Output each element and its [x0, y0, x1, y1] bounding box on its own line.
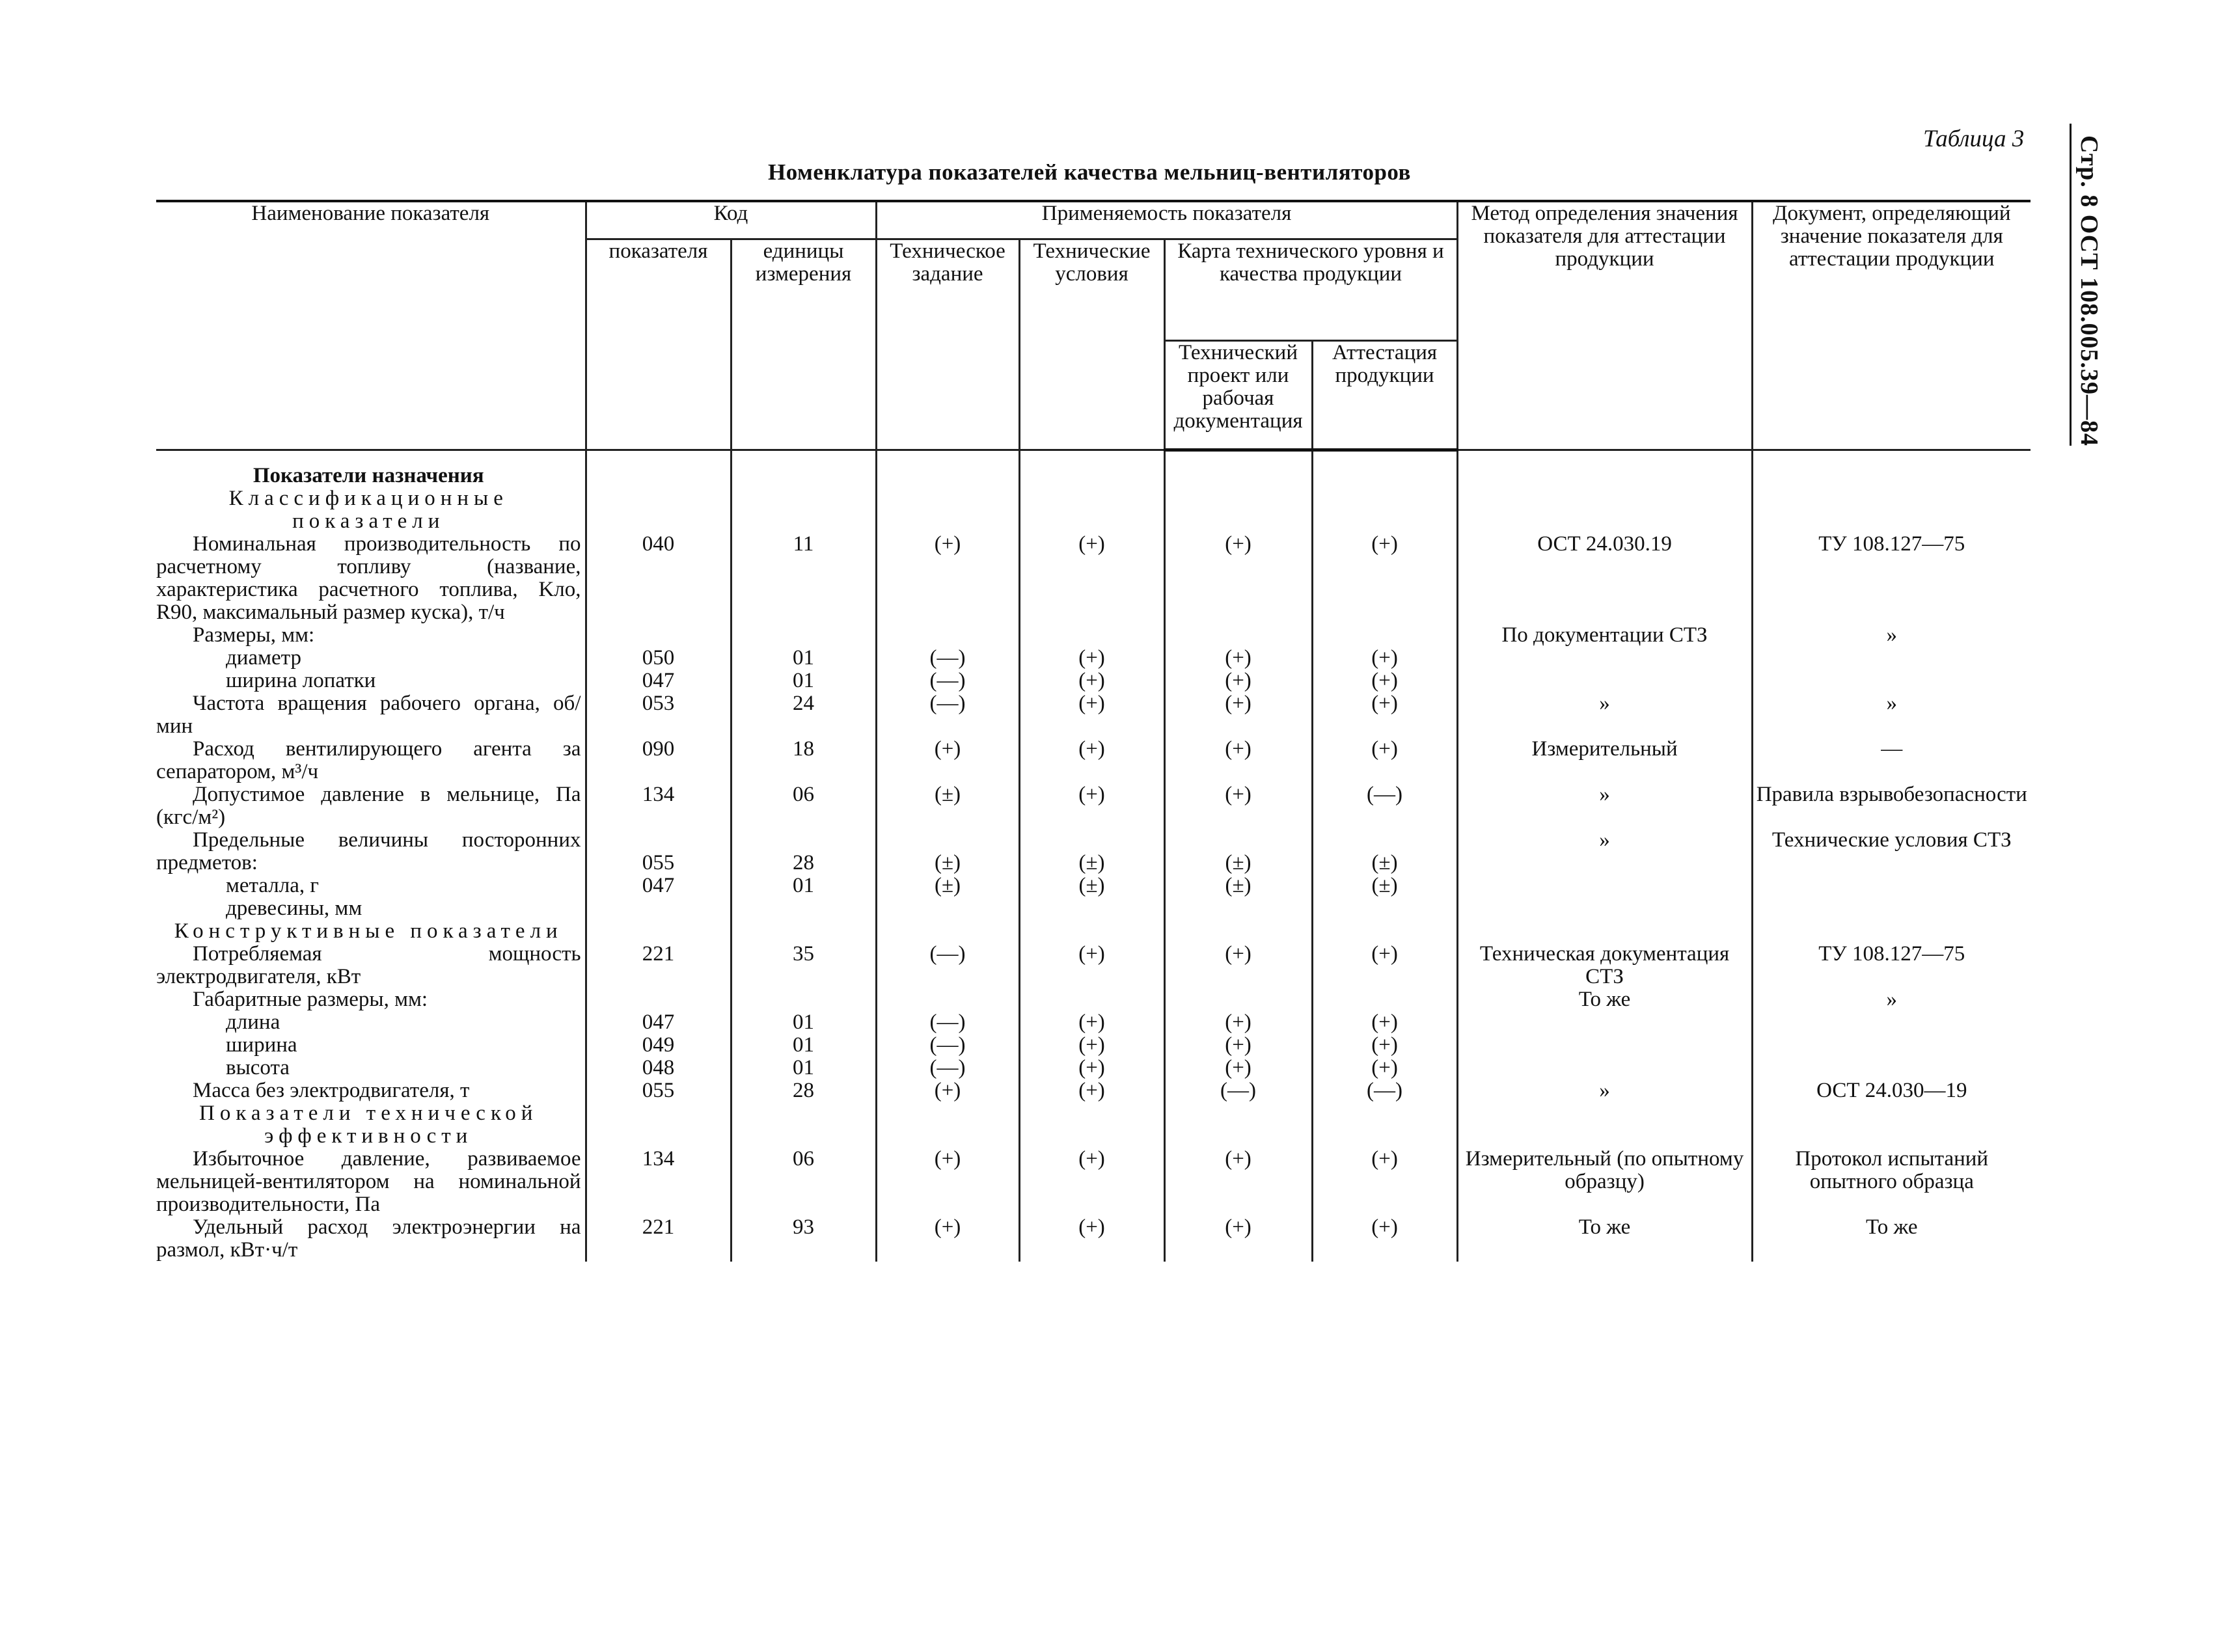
cell-method: Техническая документация СТЗ — [1457, 943, 1752, 988]
header-document: Документ, определяющий значение показателя для аттестации продукции — [1752, 201, 2031, 450]
header-method: Метод определения значения показателя для аттестации продукции — [1457, 201, 1752, 450]
indicator-name: Предельные величины посторонних предметов: металла, г древесины, мм — [156, 828, 581, 920]
cell-code: 221 — [586, 1216, 731, 1262]
cell-doc: Технические условия СТЗ — [1752, 829, 2031, 920]
cell-tp: (+) — [1164, 738, 1312, 783]
section-efficiency: Показатели технической эффективности — [199, 1101, 538, 1148]
table-title: Номенклатура показателей качества мельниц-вентиляторов — [768, 159, 1411, 185]
section-purpose: Показатели назначения — [253, 463, 484, 487]
cell-tp: (—) — [1164, 1079, 1312, 1102]
cell-tz: (+) — [876, 1079, 1019, 1102]
cell-method: ОСТ 24.030.19 — [1457, 533, 1752, 624]
table-row — [156, 829, 2031, 920]
indicator-name: Размеры, мм: диаметр ширина лопатки — [156, 624, 586, 692]
cell-method: » — [1457, 1079, 1752, 1102]
cell-unit: 93 — [731, 1216, 876, 1262]
section-constructive: Конструктивные показатели — [174, 919, 563, 943]
cell-tp: (+) — [1164, 783, 1312, 829]
cell-doc: Протокол испытаний опытного образца — [1752, 1148, 2031, 1216]
table-row — [156, 692, 2031, 738]
cell-tz: (—) — [876, 943, 1019, 988]
indicator-name: Избыточное давление, развиваемое мельницей-вентилятором на номинальной производительности, Па — [156, 1146, 581, 1216]
cell-tp: (+) — [1164, 533, 1312, 624]
table-row — [156, 624, 2031, 692]
header-code-unit: единицы измерения — [731, 239, 876, 450]
indicator-subitem: ширина лопатки — [226, 668, 376, 692]
cell-tp: (+) — [1164, 1216, 1312, 1262]
cell-tu: (+) — [1019, 1216, 1164, 1262]
cell-tz: (±) — [876, 783, 1019, 829]
cell-doc: ОСТ 24.030—19 — [1752, 1079, 2031, 1102]
cell-att: (+) — [1312, 1216, 1457, 1262]
cell-code: 055 047 — [586, 829, 731, 920]
cell-tu: (+) — [1019, 692, 1164, 738]
cell-doc: ТУ 108.127—75 — [1752, 533, 2031, 624]
cell-code: 050 047 — [586, 624, 731, 692]
cell-att: (—) — [1312, 783, 1457, 829]
cell-unit: 28 — [731, 1079, 876, 1102]
cell-doc: » — [1752, 692, 2031, 738]
cell-doc: ТУ 108.127—75 — [1752, 943, 2031, 988]
header-tech-project: Технический проект или рабочая документация — [1164, 340, 1312, 450]
cell-code: 221 — [586, 943, 731, 988]
header-tech-assignment: Техническое задание — [876, 239, 1019, 450]
indicator-name: Частота вращения рабочего органа, об/мин — [156, 691, 581, 738]
cell-unit: 06 — [731, 783, 876, 829]
cell-method: » — [1457, 783, 1752, 829]
cell-code: 090 — [586, 738, 731, 783]
cell-tp: (+) (+) — [1164, 624, 1312, 692]
cell-tp: (+) — [1164, 943, 1312, 988]
side-page-header: Стр. 8 ОСТ 108.005.39—84 — [2075, 135, 2103, 447]
cell-method: По документации СТЗ — [1457, 624, 1752, 692]
table-row — [156, 1216, 2031, 1262]
cell-doc: Правила взрывобезопасности — [1752, 783, 2031, 829]
cell-method: То же — [1457, 1216, 1752, 1262]
table-row — [156, 533, 2031, 624]
cell-tu: (+) — [1019, 1148, 1164, 1216]
cell-tu: (±) (±) — [1019, 829, 1164, 920]
section-row-classification — [156, 487, 2031, 533]
cell-doc: То же — [1752, 1216, 2031, 1262]
cell-method: » — [1457, 829, 1752, 920]
cell-code: 053 — [586, 692, 731, 738]
cell-doc: » — [1752, 624, 2031, 692]
header-code: Код — [586, 201, 876, 239]
cell-tz: (±) (±) — [876, 829, 1019, 920]
cell-unit: 18 — [731, 738, 876, 783]
table-row — [156, 1148, 2031, 1216]
cell-method: Измерительный — [1457, 738, 1752, 783]
table-row — [156, 738, 2031, 783]
table-row — [156, 988, 2031, 1079]
cell-unit: 28 01 — [731, 829, 876, 920]
table-row — [156, 783, 2031, 829]
cell-code: 040 — [586, 533, 731, 624]
indicator-name: Потребляемая мощность электродвигателя, кВт — [156, 941, 581, 988]
cell-unit: 01 01 01 — [731, 988, 876, 1079]
cell-tu: (+) (+) (+) — [1019, 988, 1164, 1079]
cell-code: 055 — [586, 1079, 731, 1102]
indicator-subitem: древесины, мм — [226, 896, 362, 920]
header-tech-conditions: Технические условия — [1019, 239, 1164, 450]
cell-unit: 11 — [731, 533, 876, 624]
indicator-name: Допустимое давление в мельнице, Па (кгс/м²) — [156, 782, 581, 829]
cell-method: То же — [1457, 988, 1752, 1079]
indicator-name: Масса без электродвигателя, т — [193, 1078, 470, 1102]
table-row — [156, 943, 2031, 988]
cell-tz: (+) — [876, 738, 1019, 783]
cell-att: (+) — [1312, 943, 1457, 988]
cell-unit: 06 — [731, 1148, 876, 1216]
indicator-subitem: диаметр — [226, 645, 301, 670]
cell-att: (+) — [1312, 738, 1457, 783]
cell-doc: — — [1752, 738, 2031, 783]
cell-tu: (+) — [1019, 943, 1164, 988]
cell-tz: (—) (—) (—) — [876, 988, 1019, 1079]
header-quality-map: Карта технического уровня и качества продукции — [1164, 239, 1457, 340]
cell-att: (+) — [1312, 533, 1457, 624]
cell-att: (±) (±) — [1312, 829, 1457, 920]
cell-tu: (+) — [1019, 533, 1164, 624]
section-row-constructive — [156, 920, 2031, 943]
cell-att: (+) (+) (+) — [1312, 988, 1457, 1079]
cell-tp: (+) — [1164, 692, 1312, 738]
cell-tu: (+) — [1019, 738, 1164, 783]
cell-tz: (—) — [876, 692, 1019, 738]
cell-tu: (+) — [1019, 1079, 1164, 1102]
cell-tu: (+) — [1019, 783, 1164, 829]
table-label: Таблица 3 — [1923, 126, 2025, 152]
header-applicability: Применяемость показателя — [876, 201, 1457, 239]
section-row-efficiency — [156, 1102, 2031, 1148]
table-body — [156, 450, 2031, 1262]
header-attestation: Аттестация продукции — [1312, 340, 1457, 450]
indicator-name: Номинальная производительность по расчетному топливу (название, характеристика расчетного топлива, Kло, R90, максимальный размер куска), т/ч — [156, 532, 581, 624]
header-code-indicator: показателя — [586, 239, 731, 450]
side-divider — [2070, 124, 2072, 446]
indicator-subitem: длина — [226, 1010, 280, 1034]
cell-tp: (+) (+) (+) — [1164, 988, 1312, 1079]
cell-tu: (+) (+) — [1019, 624, 1164, 692]
indicator-name: Габаритные размеры, мм: длина ширина высота — [156, 988, 586, 1079]
cell-unit: 01 01 — [731, 624, 876, 692]
cell-doc: » — [1752, 988, 2031, 1079]
header-name: Наименование показателя — [156, 201, 586, 450]
section-row-purpose — [156, 465, 2031, 487]
indicator-name: Удельный расход электроэнергии на размол, кВт·ч/т — [156, 1215, 581, 1262]
quality-indicators-table — [156, 200, 2031, 1262]
cell-att: (+) — [1312, 692, 1457, 738]
indicator-subitem: металла, г — [226, 873, 319, 897]
cell-att: (—) — [1312, 1079, 1457, 1102]
cell-tp: (+) — [1164, 1148, 1312, 1216]
cell-att: (+) — [1312, 1148, 1457, 1216]
cell-code: 047 049 048 — [586, 988, 731, 1079]
cell-unit: 24 — [731, 692, 876, 738]
indicator-subitem: высота — [226, 1055, 290, 1079]
cell-tp: (±) (±) — [1164, 829, 1312, 920]
cell-method: » — [1457, 692, 1752, 738]
section-classification: Классификационные показатели — [228, 486, 508, 533]
cell-code: 134 — [586, 1148, 731, 1216]
cell-code: 134 — [586, 783, 731, 829]
cell-tz: (+) — [876, 1216, 1019, 1262]
cell-tz: (+) — [876, 533, 1019, 624]
indicator-subitem: ширина — [226, 1033, 297, 1057]
indicator-name: Расход вентилирующего агента за сепаратором, м³/ч — [156, 737, 581, 783]
table-row — [156, 1079, 2031, 1102]
cell-tz: (—) (—) — [876, 624, 1019, 692]
cell-method: Измерительный (по опытному образцу) — [1457, 1148, 1752, 1216]
cell-att: (+) (+) — [1312, 624, 1457, 692]
cell-unit: 35 — [731, 943, 876, 988]
cell-tz: (+) — [876, 1148, 1019, 1216]
